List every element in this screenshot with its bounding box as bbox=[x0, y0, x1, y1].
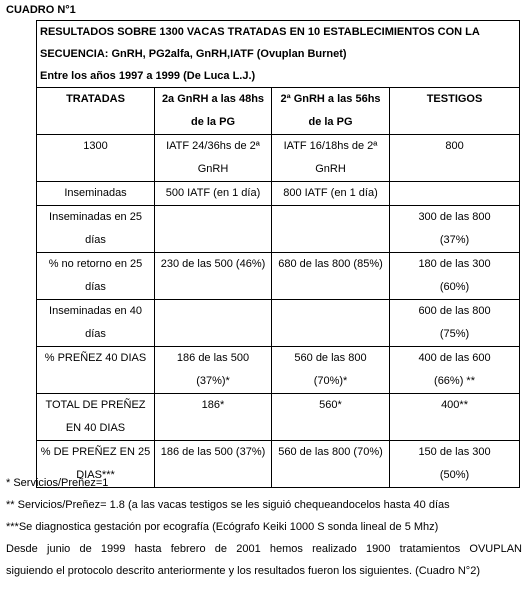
cell-line: (60%) bbox=[439, 281, 470, 293]
cell-line: días bbox=[85, 328, 106, 340]
cell-line: 150 de las 300 bbox=[418, 446, 491, 458]
cell-line: Inseminadas en 40 bbox=[49, 305, 142, 317]
table-header-row bbox=[37, 21, 520, 88]
cell-line: (70%)* bbox=[313, 375, 348, 387]
cell-testigos bbox=[390, 394, 520, 441]
header-line-3: Entre los años 1997 a 1999 (De Luca L.J.) bbox=[40, 70, 256, 82]
cell-56hs bbox=[272, 347, 390, 394]
cell-line: Inseminadas en 25 bbox=[49, 211, 142, 223]
cell-line: 560* bbox=[319, 399, 342, 411]
cell-testigos bbox=[390, 135, 520, 182]
cell-line: 186 de las 500 (37%) bbox=[160, 446, 266, 458]
cell-line: 560 de las 800 bbox=[294, 352, 367, 364]
cell-testigos bbox=[390, 182, 520, 206]
cell-testigos bbox=[390, 347, 520, 394]
cell-56hs bbox=[272, 182, 390, 206]
cell-line: DIAS*** bbox=[76, 469, 115, 481]
cell-48hs bbox=[155, 347, 272, 394]
cell-line: 230 de las 500 (46%) bbox=[160, 258, 266, 270]
cell-line: 1300 bbox=[83, 140, 108, 152]
cell-tratadas bbox=[37, 300, 155, 347]
table-caption: CUADRO N°1 bbox=[6, 4, 76, 16]
cell-48hs bbox=[155, 135, 272, 182]
cell-line: 186* bbox=[201, 399, 225, 411]
header-line-2: SECUENCIA: GnRH, PG2alfa, GnRH,IATF (Ovuplan Burnet) bbox=[40, 48, 347, 60]
cell-line: 800 bbox=[445, 140, 464, 152]
cell-line: 300 de las 800 bbox=[418, 211, 491, 223]
column-header-line: 2a GnRH a las 48hs bbox=[161, 93, 265, 105]
body-paragraph-line-1: Desde junio de 1999 hasta febrero de 2001 hemos realizado 1900 tratamientos OVUPLAN bbox=[6, 543, 522, 555]
column-header-line: TESTIGOS bbox=[426, 93, 483, 105]
cell-testigos bbox=[390, 206, 520, 253]
cell-line: (37%) bbox=[439, 234, 470, 246]
cell-line: 186 de las 500 bbox=[176, 352, 250, 364]
cell-56hs bbox=[272, 300, 390, 347]
cell-line: (50%) bbox=[439, 469, 470, 481]
cell-tratadas bbox=[37, 253, 155, 300]
cell-line: 180 de las 300 bbox=[418, 258, 491, 270]
cell-48hs bbox=[155, 182, 272, 206]
cell-tratadas bbox=[37, 347, 155, 394]
cell-line: 600 de las 800 bbox=[418, 305, 491, 317]
column-header-line: 2ª GnRH a las 56hs bbox=[280, 93, 381, 105]
cell-line: IATF 24/36hs de 2ª bbox=[166, 140, 260, 152]
column-header-48hs bbox=[155, 88, 272, 135]
cell-line: días bbox=[85, 281, 106, 293]
header-line-1: RESULTADOS SOBRE 1300 VACAS TRATADAS EN 10 ESTABLECIMIENTOS CON LA bbox=[40, 26, 480, 38]
column-header-line: de la PG bbox=[308, 116, 353, 128]
table-row bbox=[37, 394, 520, 441]
cell-line: GnRH bbox=[197, 163, 229, 175]
cell-line: % DE PREÑEZ EN 25 bbox=[40, 446, 151, 458]
cell-tratadas bbox=[37, 206, 155, 253]
cell-line: (66%) ** bbox=[434, 375, 475, 387]
table-row bbox=[37, 347, 520, 394]
cell-line: 400** bbox=[441, 399, 468, 411]
cell-line: 500 IATF (en 1 día) bbox=[165, 187, 261, 199]
footnote-2: ** Servicios/Preñez= 1.8 (a las vacas testigos se les siguió chequeandocelos hasta 40 días bbox=[6, 499, 450, 511]
column-header-row bbox=[37, 88, 520, 135]
cell-line: IATF 16/18hs de 2ª bbox=[283, 140, 378, 152]
column-header-line: de la PG bbox=[190, 116, 236, 128]
table-header bbox=[37, 21, 520, 88]
cell-tratadas bbox=[37, 135, 155, 182]
column-header-tratadas bbox=[37, 88, 155, 135]
cell-line: % PREÑEZ 40 DIAS bbox=[44, 352, 147, 364]
cell-line: GnRH bbox=[315, 163, 346, 175]
cell-line: 680 de las 800 (85%) bbox=[278, 258, 383, 270]
body-paragraph-line-2: siguiendo el protocolo descrito anteriormente y los resultados fueron los siguientes. (Cuadro N°2) bbox=[6, 565, 480, 577]
cell-testigos bbox=[390, 253, 520, 300]
cell-line: (37%)* bbox=[196, 375, 230, 387]
column-header-line: TRATADAS bbox=[66, 93, 125, 105]
cell-56hs bbox=[272, 253, 390, 300]
cell-48hs bbox=[155, 300, 272, 347]
cell-line: 800 IATF (en 1 día) bbox=[283, 187, 378, 199]
cell-tratadas bbox=[37, 182, 155, 206]
cell-line: 560 de las 800 (70%) bbox=[278, 446, 383, 458]
table-row bbox=[37, 182, 520, 206]
cell-line: Inseminadas bbox=[64, 187, 127, 199]
cell-48hs bbox=[155, 206, 272, 253]
footnote-3: ***Se diagnostica gestación por ecografía (Ecógrafo Keiki 1000 S sonda lineal de 5 Mhz) bbox=[6, 521, 439, 533]
cell-line: 400 de las 600 bbox=[418, 352, 491, 364]
cell-56hs bbox=[272, 206, 390, 253]
cell-line: TOTAL DE PREÑEZ bbox=[45, 399, 146, 411]
table-row bbox=[37, 135, 520, 182]
cell-line: días bbox=[85, 234, 106, 246]
cell-48hs bbox=[155, 253, 272, 300]
cell-48hs bbox=[155, 394, 272, 441]
footnote-1: * Servicios/Preñez=1 bbox=[6, 477, 109, 489]
column-header-testigos bbox=[390, 88, 520, 135]
footnotes bbox=[6, 472, 522, 582]
cell-line: (75%) bbox=[439, 328, 470, 340]
table-row bbox=[37, 300, 520, 347]
results-table bbox=[36, 20, 520, 488]
cell-line: % no retorno en 25 bbox=[48, 258, 143, 270]
table-row bbox=[37, 206, 520, 253]
cell-testigos bbox=[390, 300, 520, 347]
cell-56hs bbox=[272, 135, 390, 182]
column-header-56hs bbox=[272, 88, 390, 135]
cell-56hs bbox=[272, 394, 390, 441]
table-row bbox=[37, 253, 520, 300]
cell-tratadas bbox=[37, 394, 155, 441]
cell-line: EN 40 DIAS bbox=[65, 422, 126, 434]
